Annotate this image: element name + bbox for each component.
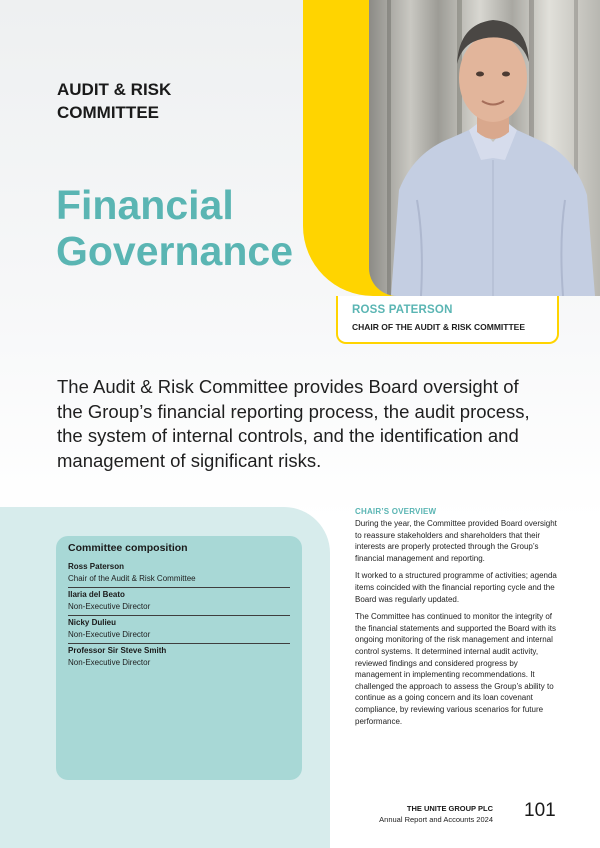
- committee-member: [68, 616, 290, 644]
- overview-paragraph: The Committee has continued to monitor the integrity of the financial statements and supported the Board with its ongoing monitoring of the risk management and internal control systems. It determined internal audit activity, reviewed findings and considered progress by management in implementing recommendations. It challenged the approach to assess the Group’s ability to continue as a going concern and its loan covenant compliance, by reviewing various scenarios for future performance.: [355, 612, 557, 726]
- chair-portrait-photo: [369, 0, 600, 296]
- page-title-line-1: Financial: [56, 182, 234, 228]
- chair-name: ROSS PATERSON: [352, 304, 453, 316]
- member-name: Ross Paterson: [68, 562, 125, 571]
- chair-caption: [336, 296, 559, 344]
- member-name: Professor Sir Steve Smith: [68, 646, 167, 655]
- overview-paragraph: During the year, the Committee provided Board oversight to reassure stakeholders and shareholders that their interests are properly protected through the Group’s financial management and reporting.: [355, 519, 557, 563]
- section-label: AUDIT & RISK COMMITTEE: [57, 80, 172, 122]
- member-role: Non-Executive Director: [68, 658, 151, 667]
- committee-composition-title: Committee composition: [68, 542, 188, 554]
- member-role: Chair of the Audit & Risk Committee: [68, 574, 196, 583]
- overview-paragraph: It worked to a structured programme of activities; agenda items coincided with the financial reporting cycle and the Board was regularly updated.: [355, 571, 557, 604]
- chairs-overview-column: [355, 507, 565, 733]
- committee-member: [68, 560, 290, 588]
- member-role: Non-Executive Director: [68, 630, 151, 639]
- committee-member: [68, 588, 290, 616]
- page-title: [56, 182, 293, 274]
- page-title-line-2: Governance: [56, 228, 293, 274]
- page-number: 101: [524, 800, 556, 821]
- member-name: Ilaria del Beato: [68, 590, 125, 599]
- committee-composition-card: [56, 536, 302, 780]
- committee-member-list: [68, 560, 290, 671]
- committee-member: [68, 644, 290, 671]
- intro-statement: The Audit & Risk Committee provides Board oversight of the Group’s financial reporting process, the audit process, the system of internal controls, and the identification and management of significant risks.: [57, 376, 530, 471]
- member-role: Non-Executive Director: [68, 602, 151, 611]
- chair-role: CHAIR OF THE AUDIT & RISK COMMITTEE: [352, 322, 525, 332]
- member-name: Nicky Dulieu: [68, 618, 117, 627]
- footer-company-name: THE UNITE GROUP PLC: [406, 804, 493, 813]
- footer-report-title: Annual Report and Accounts 2024: [379, 815, 493, 824]
- overview-heading: CHAIR’S OVERVIEW: [355, 507, 437, 516]
